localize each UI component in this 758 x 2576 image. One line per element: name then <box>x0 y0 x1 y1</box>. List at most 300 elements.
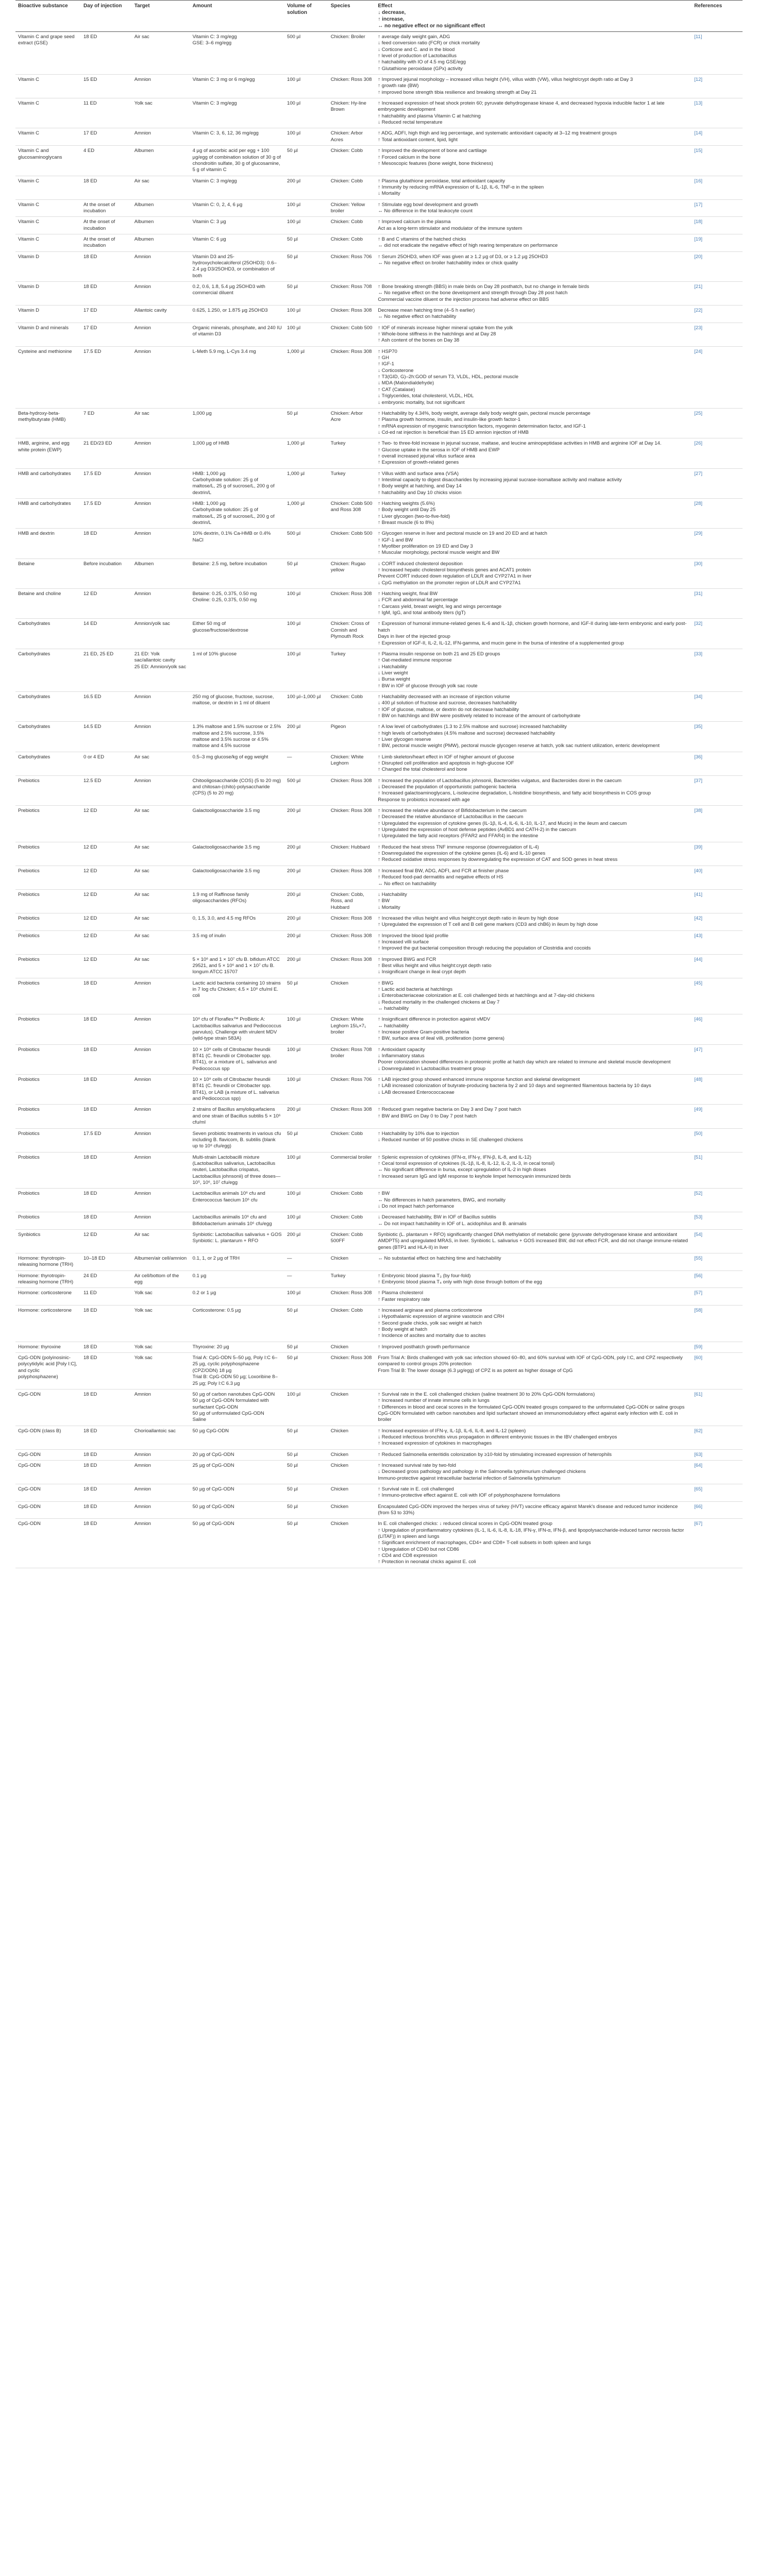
cell-reference[interactable]: [34] <box>692 691 743 721</box>
cell-day: 18 ED <box>81 1389 132 1426</box>
cell-volume: 100 µl <box>284 1189 328 1212</box>
cell-substance: Vitamin C <box>15 199 81 217</box>
cell-reference[interactable]: [66] <box>692 1501 743 1519</box>
cell-amount: 1.9 mg of Raffinose family oligosaccharides (RFOs) <box>190 889 284 913</box>
cell-day: 18 ED <box>81 1189 132 1212</box>
cell-reference[interactable]: [43] <box>692 930 743 954</box>
cell-day: 12 ED <box>81 866 132 889</box>
cell-target: Albumen <box>132 234 190 251</box>
cell-substance: Vitamin D <box>15 251 81 281</box>
cell-substance: Betaine and choline <box>15 589 81 619</box>
cell-effect: Encapsulated CpG-ODN improved the herpes virus of turkey (HVT) vaccine efficacy against Marek's disease and reduced tumor incidence (from 53 to 33%) <box>375 1501 692 1519</box>
cell-amount: Organic minerals, phosphate, and 240 IU of vitamin D3 <box>190 323 284 346</box>
cell-amount: 1,000 µg <box>190 408 284 438</box>
cell-substance: Hormone: thyrotropin-releasing hormone (TRH) <box>15 1270 81 1288</box>
cell-day: 18 ED <box>81 1519 132 1568</box>
cell-target: Amnion <box>132 468 190 498</box>
cell-day: At the onset of incubation <box>81 217 132 234</box>
cell-reference[interactable]: [23] <box>692 323 743 346</box>
cell-day: 18 ED <box>81 529 132 558</box>
cell-day: 18 ED <box>81 1449 132 1460</box>
cell-day: 18 ED <box>81 176 132 199</box>
cell-substance: CpG-ODN <box>15 1460 81 1484</box>
cell-reference[interactable]: [40] <box>692 866 743 889</box>
table-row <box>15 1484 743 1501</box>
cell-species: Chicken: Hubbard <box>328 842 376 866</box>
cell-volume: 100 µl <box>284 1014 328 1044</box>
cell-amount: 0.2, 0.6, 1.8, 5.4 µg 25OHD3 with commercial diluent <box>190 282 284 306</box>
cell-amount: Seven probiotic treatments in various cfu including B. flavicom, B. subtilis (blank up to 10⁸ cfu/egg) <box>190 1128 284 1152</box>
cell-effect: ↑ Plasma glutathione peroxidase, total antioxidant capacity ↑ Immunity by reducing mRNA expression of IL-1β, IL-6, TNF-α in the spleen ↓ Mortality <box>375 176 692 199</box>
cell-effect: ↑ Hatchability by 10% due to injection ↓ Reduced number of 50 positive chicks in SE challenged chickens <box>375 1128 692 1152</box>
cell-effect: ↑ Embryonic blood plasma T₃ (by four-fold) ↑ Embryonic blood plasma T₄ only with high dose through bottom of the egg <box>375 1270 692 1288</box>
cell-effect: ↑ Expression of humoral immune-related genes IL-6 and IL-1β, chicken growth hormone, and IGF-II during late-term embryonic and early post-hatch Days in liver of the injected group ↑ Expression of IGF-II, IL-2, IL-12, IFN-gamma, and mucin gene in the bursa of intestine of a supplemented group <box>375 619 692 649</box>
cell-target: Air sac <box>132 176 190 199</box>
cell-day: 11 ED <box>81 1288 132 1306</box>
table-row <box>15 1189 743 1212</box>
cell-substance: CpG-ODN (polyinosinic-polycytidylic acid [Poly I:C], and cyclic polyphosphazene) <box>15 1353 81 1389</box>
cell-amount: 1 ml of 10% glucose <box>190 649 284 691</box>
cell-amount: 0.1, 1, or 2 µg of TRH <box>190 1253 284 1271</box>
cell-reference[interactable]: [20] <box>692 251 743 281</box>
cell-target: Amnion <box>132 691 190 721</box>
cell-target: Amnion <box>132 1460 190 1484</box>
cell-target: Air sac <box>132 866 190 889</box>
cell-reference[interactable]: [37] <box>692 775 743 805</box>
header-references: References <box>692 1 743 32</box>
cell-target: Amnion <box>132 1519 190 1568</box>
table-row <box>15 32 743 75</box>
cell-volume: 200 µl <box>284 1229 328 1253</box>
cell-reference[interactable]: [56] <box>692 1270 743 1288</box>
cell-reference[interactable]: [41] <box>692 889 743 913</box>
cell-reference[interactable]: [17] <box>692 199 743 217</box>
cell-effect: ↑ average daily weight gain, ADG ↓ feed conversion ratio (FCR) or chick mortality ↓ Corticone and C. and in the blood ↑ level of production of Lactobacillus ↑ hatchability with IO of 4.5 mg GSE/egg ↑ Glutathione peroxidase (GPx) activity <box>375 32 692 75</box>
cell-reference[interactable]: [49] <box>692 1105 743 1128</box>
table-row <box>15 1449 743 1460</box>
cell-volume: — <box>284 1270 328 1288</box>
cell-target: Yolk sac <box>132 98 190 128</box>
cell-substance: Betaine <box>15 558 81 588</box>
cell-species: Turkey <box>328 649 376 691</box>
cell-reference[interactable]: [33] <box>692 649 743 691</box>
cell-target: Albumen <box>132 217 190 234</box>
cell-volume: 100 µl <box>284 323 328 346</box>
table-row <box>15 217 743 234</box>
cell-day: 16.5 ED <box>81 691 132 721</box>
cell-effect: ↑ Increased expression of IFN-γ, IL-1β, IL-6, IL-8, and IL-12 (spleen) ↓ Reduced infectious bronchitis virus propagation in different embryonic tissues in the IBV challenged embryos ↑ Increased expression of cytokines in macrophages <box>375 1426 692 1449</box>
cell-reference[interactable]: [39] <box>692 842 743 866</box>
table-row <box>15 176 743 199</box>
cell-amount: Trial A: CpG-ODN 5–50 µg, Poly I:C 6–25 µg, cyclic polyphosphazene (CPZ/ODN) 18 µg Trial B: CpG-ODN 50 µg; Loxoribine 8–25 µg; Poly I:C 6.3 µg <box>190 1353 284 1389</box>
cell-volume: 200 µl <box>284 930 328 954</box>
cell-amount: Vitamin C: 3 mg/egg <box>190 176 284 199</box>
table-row <box>15 498 743 528</box>
cell-day: 18 ED <box>81 1212 132 1230</box>
cell-reference[interactable]: [11] <box>692 32 743 75</box>
cell-amount: 0, 1.5, 3.0, and 4.5 mg RFOs <box>190 913 284 930</box>
cell-reference[interactable]: [54] <box>692 1229 743 1253</box>
cell-day: 12 ED <box>81 913 132 930</box>
cell-volume: 50 µl <box>284 146 328 176</box>
cell-species: Chicken: Hy-line Brown <box>328 98 376 128</box>
cell-amount: Either 50 mg of glucose/fructose/dextrose <box>190 619 284 649</box>
table-row <box>15 1460 743 1484</box>
cell-day: 17.5 ED <box>81 346 132 408</box>
cell-effect: ↑ Bone breaking strength (BBS) in male birds on Day 28 posthatch, but no change in female birds ↔ No negative effect on the bone development and strength through Day 28 post hatch Commercial vaccine diluent or the injection process had adverse effect on BBS <box>375 282 692 306</box>
cell-substance: CpG-ODN (class B) <box>15 1426 81 1449</box>
table-row <box>15 346 743 408</box>
cell-target: Amnion <box>132 75 190 98</box>
cell-substance: Vitamin C <box>15 217 81 234</box>
cell-species: Turkey <box>328 438 376 468</box>
table-row <box>15 1288 743 1306</box>
cell-target: Amnion/yolk sac <box>132 619 190 649</box>
cell-reference[interactable]: [13] <box>692 98 743 128</box>
table-row <box>15 1128 743 1152</box>
cell-substance: Hormone: corticosterone <box>15 1306 81 1342</box>
cell-substance: Probiotics <box>15 978 81 1014</box>
cell-amount: 10 × 10⁸ cells of Citrobacter freundii BT41 (C. freundii or Citrobacter spp. BT41), or LAB (a mixture of L. salivarius and Pediococcus spp) <box>190 1075 284 1105</box>
cell-reference[interactable]: [24] <box>692 346 743 408</box>
cell-reference[interactable]: [60] <box>692 1353 743 1389</box>
cell-volume: 50 µl <box>284 1484 328 1501</box>
cell-amount: 50 µg CpG-ODN <box>190 1426 284 1449</box>
cell-effect: ↑ ADG, ADFI, high thigh and leg percentage, and systematic antioxidant capacity at 3–12 mg treatment groups ↑ Total antioxidant content, lipid, light <box>375 128 692 146</box>
cell-target: Amnion <box>132 1044 190 1074</box>
cell-species: Chicken <box>328 1389 376 1426</box>
cell-reference[interactable]: [29] <box>692 529 743 558</box>
cell-day: 21 ED/23 ED <box>81 438 132 468</box>
cell-species: Chicken: Ross 308 <box>328 866 376 889</box>
table-row <box>15 1519 743 1568</box>
cell-effect: ↓ Decreased hatchability, BW in IOF of Bacillus subtilis ↔ Do not impact hatchability in IOF of L. acidophilus and B. animalis <box>375 1212 692 1230</box>
cell-species: Chicken: Ross 706 <box>328 251 376 281</box>
cell-reference[interactable]: [35] <box>692 722 743 752</box>
cell-reference[interactable]: [27] <box>692 468 743 498</box>
cell-volume: 100 µl <box>284 1288 328 1306</box>
cell-species: Chicken: Cobb <box>328 1212 376 1230</box>
cell-day: 14 ED <box>81 619 132 649</box>
cell-volume: 50 µl <box>284 558 328 588</box>
header-effect: Effect ↓ decrease, ↑ increase, ↔ no negative effect or no significant effect <box>375 1 692 32</box>
cell-effect: ↑ A low level of carbohydrates (1.3 to 2.5% maltose and sucrose) increased hatchability ↑ high levels of carbohydrates (4.5% maltose and sucrose) decreased hatchability ↑ Liver glycogen reserve ↑ BW, pectoral muscle weight (PMW), pectoral muscle glycogen reserve at hatch, yolk sac nutrient utilization, enteric development <box>375 722 692 752</box>
cell-amount: 0.2 or 1 µg <box>190 1288 284 1306</box>
cell-volume: 200 µl <box>284 806 328 842</box>
cell-reference[interactable]: [14] <box>692 128 743 146</box>
cell-effect: ↑ Limb skeleton/heart effect in IOF of higher amount of glucose ↑ Disrupted cell proliferation and apoptosis in high-glucose IOF ↑ Changed the total cholesterol and bone <box>375 752 692 775</box>
cell-reference[interactable]: [63] <box>692 1449 743 1460</box>
cell-target: Air sac <box>132 408 190 438</box>
cell-amount: Synbiotic: Lactobacillus salivarius + GOS Synbiotic: L. plantarum + RFO <box>190 1229 284 1253</box>
table-row <box>15 1212 743 1230</box>
cell-target: Air cell/bottom of the egg <box>132 1270 190 1288</box>
cell-species: Chicken: Cobb 500FF <box>328 1229 376 1253</box>
cell-effect: ↑ Increased the villus height and villus height:crypt depth ratio in ileum by high dose ↑ Upregulated the expression of T cell and B cell gene markers (CD3 and chB6) in ileum by high dose <box>375 913 692 930</box>
cell-amount: Chitooligosaccharide (COS) (5 to 20 mg) and chitosan-(chito)-polysaccharide (CPS) (5 to 20 mg) <box>190 775 284 805</box>
cell-effect: ↑ Plasma cholesterol ↑ Faster respiratory rate <box>375 1288 692 1306</box>
cell-species: Chicken: Ross 308 <box>328 75 376 98</box>
cell-target: Amnion <box>132 1105 190 1128</box>
cell-amount: HMB: 1,000 µg Carbohydrate solution: 25 g of maltose/L, 25 g of sucrose/L, 200 g of dextrin/L <box>190 468 284 498</box>
table-row <box>15 1044 743 1074</box>
cell-reference[interactable]: [64] <box>692 1460 743 1484</box>
cell-effect: ↑ Insignificant difference in protection against vMDV ↔ hatchability ↑ Increase positive Gram-positive bacteria ↑ BW, surface area of ileal villi, proliferation (some genera) <box>375 1014 692 1044</box>
cell-reference[interactable]: [36] <box>692 752 743 775</box>
cell-amount: 50 µg of CpG-ODN <box>190 1484 284 1501</box>
cell-species: Chicken <box>328 1519 376 1568</box>
cell-volume: 50 µl <box>284 282 328 306</box>
cell-reference[interactable]: [47] <box>692 1044 743 1074</box>
cell-reference[interactable]: [59] <box>692 1342 743 1352</box>
cell-target: Air sac <box>132 954 190 978</box>
cell-amount: Lactic acid bacteria containing 10 strains in 7 log cfu Chicken; 4.5 × 10⁸ cfu/ml E. coli <box>190 978 284 1014</box>
cell-day: 18 ED <box>81 978 132 1014</box>
cell-day: 18 ED <box>81 32 132 75</box>
cell-amount: 2 strains of Bacillus amyloliquefaciens and one strain of Bacillus subtilis 5 × 10⁶ cfu/ml <box>190 1105 284 1128</box>
cell-substance: Prebiotics <box>15 913 81 930</box>
cell-reference[interactable]: [61] <box>692 1389 743 1426</box>
table-row <box>15 1075 743 1105</box>
cell-target: 21 ED: Yolk sac/allantoic cavity 25 ED: Amnion/yolk sac <box>132 649 190 691</box>
cell-effect: In E. coli challenged chicks: ↓ reduced clinical scores in CpG-ODN treated group ↑ Upregulation of proinflammatory cytokines (IL-1, IL-6, IL-8, IL-18, IFN-γ, IFN-α, IFN-β, and lipopolysaccharide-induced tumor necrosis factor (LITAF)) in spleen and lungs ↑ Significant enrichment of macrophages, CD4+ and CD8+ T-cell subsets in both spleen and lungs ↑ Upregulation of CD40 but not CD86 ↑ CD4 and CD8 expression ↑ Protection in neonatal chicks against E. coli <box>375 1519 692 1568</box>
cell-day: 18 ED <box>81 1306 132 1342</box>
cell-reference[interactable]: [44] <box>692 954 743 978</box>
cell-species: Pigeon <box>328 722 376 752</box>
cell-substance: Hormone: thyroxine <box>15 1342 81 1352</box>
cell-volume: 50 µl <box>284 251 328 281</box>
cell-reference[interactable]: [50] <box>692 1128 743 1152</box>
cell-volume: 500 µl <box>284 529 328 558</box>
header-amount: Amount <box>190 1 284 32</box>
cell-reference[interactable]: [30] <box>692 558 743 588</box>
table-row <box>15 1426 743 1449</box>
table-row <box>15 1270 743 1288</box>
cell-reference[interactable]: [25] <box>692 408 743 438</box>
cell-effect: ↑ Improved the blood lipid profile ↑ Increased villi surface ↑ Improved the gut bacterial composition through reducing the population of Clostridia and cocoids <box>375 930 692 954</box>
cell-effect: ↑ BWG ↑ Lactic acid bacteria at hatchlings ↓ Enterobacteriaceae colonization at E. coli challenged birds at hatchlings and at 7-day-old chickens ↓ Reduced mortality in the challenged chickens at Day 7 ↔ hatchability <box>375 978 692 1014</box>
cell-amount: Vitamin C: 6 µg <box>190 234 284 251</box>
cell-substance: Probiotics <box>15 1212 81 1230</box>
cell-reference[interactable]: [57] <box>692 1288 743 1306</box>
cell-species: Chicken: Cobb <box>328 1306 376 1342</box>
cell-volume: 100 µl–1,000 µl <box>284 691 328 721</box>
cell-volume: 200 µl <box>284 1105 328 1128</box>
cell-target: Amnion <box>132 346 190 408</box>
cell-amount: 50 µg of CpG-ODN <box>190 1519 284 1568</box>
cell-effect: ↑ Improved the development of bone and cartilage ↑ Forced calcium in the bone ↑ Mesoscopic features (bone weight, bone thickness) <box>375 146 692 176</box>
cell-target: Air sac <box>132 913 190 930</box>
cell-target: Amnion <box>132 529 190 558</box>
cell-substance: Carbohydrates <box>15 619 81 649</box>
cell-amount: Vitamin C: 3 mg/egg GSE: 3–6 mg/egg <box>190 32 284 75</box>
cell-species: Chicken <box>328 1342 376 1352</box>
cell-reference[interactable]: [28] <box>692 498 743 528</box>
table-row <box>15 1229 743 1253</box>
table-row <box>15 75 743 98</box>
table-row <box>15 558 743 588</box>
table-row <box>15 306 743 323</box>
cell-substance: Probiotics <box>15 1189 81 1212</box>
cell-volume: — <box>284 1253 328 1271</box>
cell-substance: CpG-ODN <box>15 1501 81 1519</box>
cell-substance: Probiotics <box>15 1075 81 1105</box>
cell-amount: Multi-strain Lactobacilli mixture (Lactobacillus salivarius, Lactobacillus reuteri, Lactobacillus crispatus, Lactobacillus johnsonii) of three doses—10⁵, 10⁶, 10⁷ cfu/egg <box>190 1152 284 1189</box>
cell-reference[interactable]: [55] <box>692 1253 743 1271</box>
cell-day: 18 ED <box>81 1353 132 1389</box>
cell-volume: 100 µl <box>284 75 328 98</box>
cell-reference[interactable]: [22] <box>692 306 743 323</box>
cell-amount: L-Meth 5.9 mg, L-Cys 3.4 mg <box>190 346 284 408</box>
cell-species: Chicken <box>328 978 376 1014</box>
cell-substance: Carbohydrates <box>15 691 81 721</box>
cell-substance: Prebiotics <box>15 775 81 805</box>
cell-effect: ↑ Hatching weight, final BW ↓ FCR and abdominal fat percentage ↑ Carcass yield, breast weight, leg and wings percentage ↑ IgM, IgG, and total antibody titers (IgT) <box>375 589 692 619</box>
cell-substance: Carbohydrates <box>15 649 81 691</box>
table-row <box>15 408 743 438</box>
cell-reference[interactable]: [19] <box>692 234 743 251</box>
cell-day: 18 ED <box>81 1342 132 1352</box>
cell-volume: 500 µl <box>284 775 328 805</box>
cell-substance: HMB and dextrin <box>15 529 81 558</box>
cell-substance: HMB and carbohydrates <box>15 498 81 528</box>
cell-reference[interactable]: [51] <box>692 1152 743 1189</box>
cell-effect: ↑ Plasma insulin response on both 21 and 25 ED groups ↑ Oat-mediated immune response ↓ Hatchability ↓ Liver weight ↓ Bursa weight ↑ BW in IOF of glucose through yolk sac route <box>375 649 692 691</box>
cell-reference[interactable]: [16] <box>692 176 743 199</box>
cell-substance: HMB, arginine, and egg white protein (EWP) <box>15 438 81 468</box>
cell-amount: Corticosterone: 0.5 µg <box>190 1306 284 1342</box>
cell-species: Chicken: Arbor Acres <box>328 128 376 146</box>
cell-target: Amnion <box>132 978 190 1014</box>
cell-amount: 4 µg of ascorbic acid per egg + 100 µg/egg of combination solution of 30 g of chondroitin sulfate, 30 g of glucosamine, 5 g of vitamin C <box>190 146 284 176</box>
cell-volume: 100 µl <box>284 199 328 217</box>
cell-target: Amnion <box>132 775 190 805</box>
cell-reference[interactable]: [15] <box>692 146 743 176</box>
cell-reference[interactable]: [26] <box>692 438 743 468</box>
cell-volume: 100 µl <box>284 1389 328 1426</box>
cell-reference[interactable]: [46] <box>692 1014 743 1044</box>
cell-substance: Carbohydrates <box>15 722 81 752</box>
cell-species: Chicken: Cobb <box>328 691 376 721</box>
cell-effect: ↑ Villus width and surface area (VSA) ↑ Intestinal capacity to digest disaccharides by increasing jejunal sucrase-isomaltase activity and maltase activity ↑ Body weight at hatching, and Day 14 ↑ hatchability and Day 10 chicks vision <box>375 468 692 498</box>
table-row <box>15 1353 743 1389</box>
cell-species: Chicken: Ross 308 <box>328 1105 376 1128</box>
cell-day: At the onset of incubation <box>81 234 132 251</box>
cell-effect: ↑ Increased expression of heat shock protein 60; pyruvate dehydrogenase kinase 4, and decreased hypoxia inducible factor 1 at late embryogenic development ↑ hatchability and plasma Vitamin C at hatching ↓ Reduced rectal temperature <box>375 98 692 128</box>
cell-effect: ↑ BW ↔ No differences in hatch parameters, BWG, and mortality ↓ Do not impact hatch performance <box>375 1189 692 1212</box>
cell-effect: ↑ Serum 25OHD3, when IOF was given at ≥ 1.2 µg of D3, or ≥ 1.2 µg 25OHD3 ↔ No negative effect on broiler hatchability index or chick quality <box>375 251 692 281</box>
cell-volume: 200 µl <box>284 954 328 978</box>
table-row <box>15 234 743 251</box>
cell-reference[interactable]: [67] <box>692 1519 743 1568</box>
cell-effect: ↑ B and C vitamins of the hatched chicks ↔ did not eradicate the negative effect of high rearing temperature on performance <box>375 234 692 251</box>
cell-effect: Synbiotic (L. plantarum + RFO) significantly changed DNA methylation of metabolic gene (pyruvate dehydrogenase kinase and antioxidant AMDPT5) and upregulated MRAS, in liver. Synbiotic L. salivarius + GOS increased BW, did not effect FCR, and did not change immune-related genes (BTP1 and HLA-II) in liver <box>375 1229 692 1253</box>
cell-reference[interactable]: [21] <box>692 282 743 306</box>
cell-target: Albumen/air cell/amnion <box>132 1253 190 1271</box>
cell-day: 12.5 ED <box>81 775 132 805</box>
cell-amount: 3.5 mg of inulin <box>190 930 284 954</box>
cell-reference[interactable]: [42] <box>692 913 743 930</box>
header-species: Species <box>328 1 376 32</box>
cell-reference[interactable]: [58] <box>692 1306 743 1342</box>
cell-species: Chicken: Cobb <box>328 234 376 251</box>
cell-day: 18 ED <box>81 1484 132 1501</box>
cell-substance: Vitamin C <box>15 176 81 199</box>
cell-target: Air sac <box>132 930 190 954</box>
table-row <box>15 146 743 176</box>
table-row <box>15 529 743 558</box>
cell-volume: 100 µl <box>284 217 328 234</box>
cell-day: 14.5 ED <box>81 722 132 752</box>
cell-species: Turkey <box>328 1270 376 1288</box>
cell-reference[interactable]: [38] <box>692 806 743 842</box>
cell-effect: ↑ Reduced Salmonella enteritidis colonization by ≥10-fold by stimulating increased expression of heterophils <box>375 1449 692 1460</box>
cell-day: 11 ED <box>81 98 132 128</box>
cell-reference[interactable]: [65] <box>692 1484 743 1501</box>
cell-day: 17 ED <box>81 128 132 146</box>
cell-day: 12 ED <box>81 842 132 866</box>
cell-day: 12 ED <box>81 1229 132 1253</box>
cell-effect: ↑ Survival rate in E. coli challenged ↑ Immuno-protective effect against E. coli with IOF of polyphosphazene formulations <box>375 1484 692 1501</box>
cell-target: Amnion <box>132 1075 190 1105</box>
cell-amount: 250 mg of glucose, fructose, sucrose, maltose, or dextrin in 1 ml of diluent <box>190 691 284 721</box>
cell-effect: ↑ Reduced the heat stress TNF immune response (downregulation of IL-4) ↑ Downregulated the expression of the cytokine genes (IL-6) and IL-10 genes ↑ Reduced oxidative stress responses by downregulating the expression of CAT and SOD genes in heat stress <box>375 842 692 866</box>
cell-reference[interactable]: [32] <box>692 619 743 649</box>
cell-target: Amnion <box>132 438 190 468</box>
cell-reference[interactable]: [45] <box>692 978 743 1014</box>
cell-amount: Vitamin C: 3 µg <box>190 217 284 234</box>
cell-day: 18 ED <box>81 1044 132 1074</box>
cell-reference[interactable]: [18] <box>692 217 743 234</box>
cell-species: Commercial broiler <box>328 1152 376 1189</box>
cell-effect: ↑ IOF of minerals increase higher mineral uptake from the yolk ↑ Whole-bone stiffness in the hatchlings and at Day 28 ↑ Ash content of the bones on Day 38 <box>375 323 692 346</box>
cell-effect: ↓ CORT induced cholesterol deposition ↑ Increased hepatic cholesterol biosynthesis genes and ACAT1 protein Prevent CORT induced down regulation of LDLR and CYP27A1 in liver ↓ CpG methylation on the promoter region of LDLR and CYP27A1 <box>375 558 692 588</box>
table-row <box>15 1014 743 1044</box>
cell-substance: Vitamin C and glucosaminoglycans <box>15 146 81 176</box>
cell-reference[interactable]: [62] <box>692 1426 743 1449</box>
table-row <box>15 752 743 775</box>
cell-reference[interactable]: [53] <box>692 1212 743 1230</box>
cell-reference[interactable]: [12] <box>692 75 743 98</box>
cell-substance: CpG-ODN <box>15 1449 81 1460</box>
cell-species: Chicken <box>328 1426 376 1449</box>
cell-reference[interactable]: [31] <box>692 589 743 619</box>
cell-species: Chicken: Arbor Acre <box>328 408 376 438</box>
table-row <box>15 1342 743 1352</box>
cell-substance: Vitamin C <box>15 75 81 98</box>
cell-volume: 50 µl <box>284 1353 328 1389</box>
cell-effect: ↑ Improved BWG and FCR ↑ Best villus height and villus height:crypt depth ratio ↓ Insignificant change in ileal crypt depth <box>375 954 692 978</box>
cell-effect: ↑ Increased the relative abundance of Bifidobacterium in the caecum ↑ Decreased the relative abundance of Lactobacillus in the caecum ↑ Upregulated the expression of cytokine genes (IL-1β, IL-4, IL-6, IL-10, IL-17, and Mucin) in the ileum and caecum ↑ Upregulated the expression of host defense peptides (AvBD1 and CATH-2) in the caecum ↑ Upregulated the fatty acid receptors (FFAR2 and FFAR4) in the intestine <box>375 806 692 842</box>
cell-amount: HMB: 1,000 µg Carbohydrate solution: 25 g of maltose/L, 25 g of sucrose/L, 200 g of dextrin/L <box>190 498 284 528</box>
cell-volume: 100 µl <box>284 589 328 619</box>
table-row <box>15 866 743 889</box>
bioactive-substances-table <box>15 0 743 1568</box>
table-row <box>15 649 743 691</box>
cell-effect: ↑ Stimulate egg bowl development and growth ↔ No difference in the total leukocyte count <box>375 199 692 217</box>
cell-effect: ↑ Hatchability decreased with an increase of injection volume ↓ 400 µl solution of fructose and sucrose, decreases hatchability ↑ IOF of glucose, maltose, or dextrin do not decrease hatchability ↑ BW on hatchlings and BW were positively related to increase of the amount of carbohydrate <box>375 691 692 721</box>
cell-amount: 5 × 10⁶ and 1 × 10⁷ cfu B. bifidum ATCC 29521, and 5 × 10⁶ and 1 × 10⁷ cfu B. longum ATCC 15707 <box>190 954 284 978</box>
cell-substance: Synbiotics <box>15 1229 81 1253</box>
table-row <box>15 775 743 805</box>
cell-reference[interactable]: [48] <box>692 1075 743 1105</box>
cell-species: Chicken <box>328 1501 376 1519</box>
cell-target: Air sac <box>132 752 190 775</box>
cell-volume: 500 µl <box>284 32 328 75</box>
cell-target: Air sac <box>132 32 190 75</box>
cell-reference[interactable]: [52] <box>692 1189 743 1212</box>
table-header-row <box>15 1 743 32</box>
